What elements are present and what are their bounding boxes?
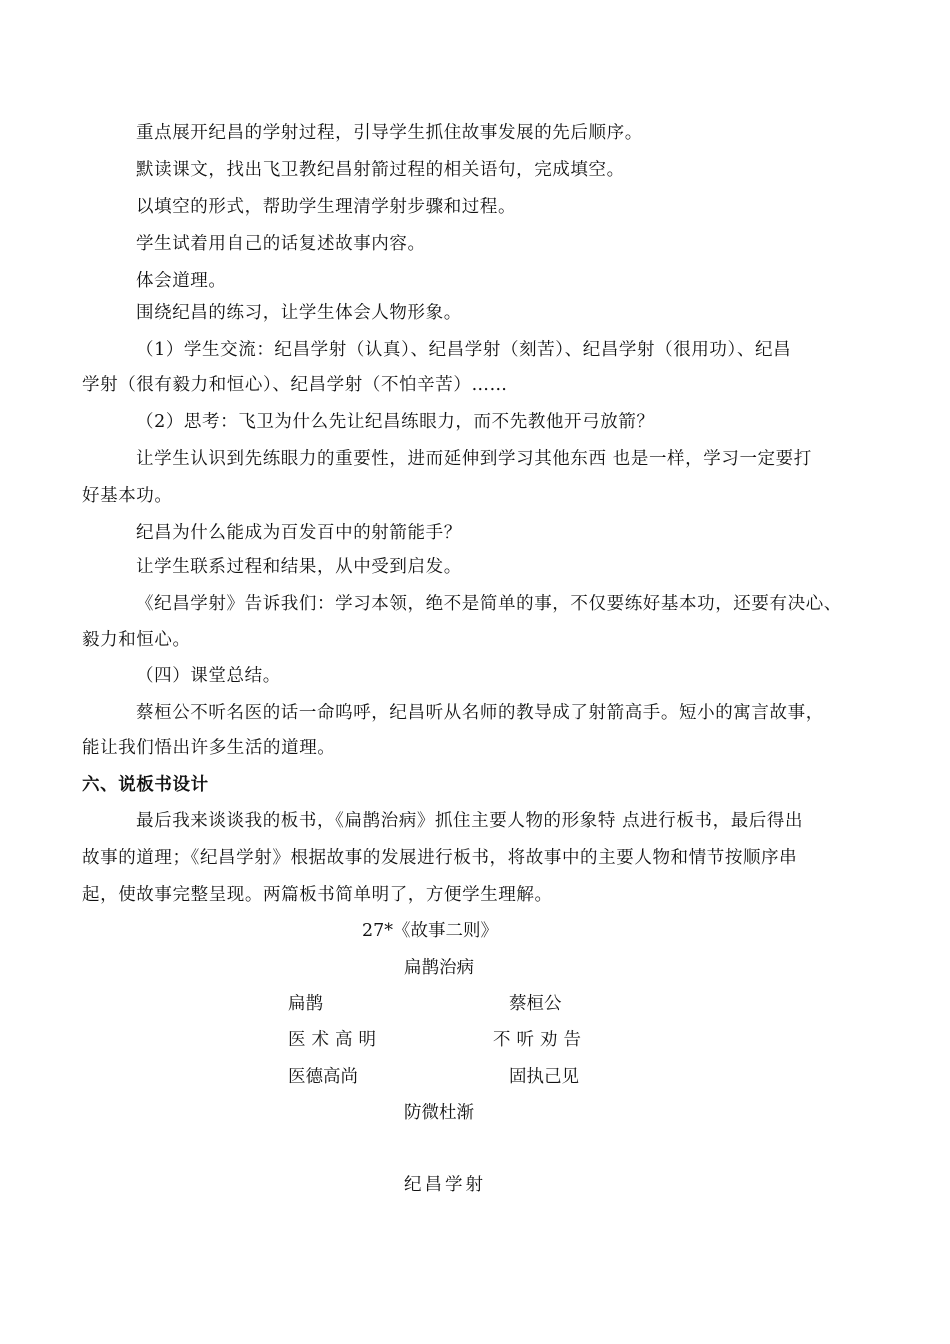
board-lesson-title: 27*《故事二则》 bbox=[362, 921, 499, 941]
paragraph-archer-question: 纪昌为什么能成为百发百中的射箭能手？ bbox=[136, 523, 462, 543]
section-heading-board-design: 六、说板书设计 bbox=[82, 775, 209, 795]
paragraph-lesson-line2: 毅力和恒心。 bbox=[82, 630, 191, 650]
paragraph-retell: 学生试着用自己的话复述故事内容。 bbox=[136, 234, 426, 254]
paragraph-focus-process: 重点展开纪昌的学射过程，引导学生抓住故事发展的先后顺序。 bbox=[136, 123, 643, 143]
board-left-trait1: 医术高明 bbox=[288, 1030, 382, 1050]
paragraph-inspiration: 让学生联系过程和结果，从中受到启发。 bbox=[136, 557, 462, 577]
board-right-trait2: 固执己见 bbox=[509, 1067, 579, 1087]
board-left-name: 扁鹊 bbox=[288, 994, 323, 1014]
paragraph-class-summary: （四）课堂总结。 bbox=[136, 666, 281, 686]
paragraph-board-design-line3: 起，使故事完整呈现。两篇板书简单明了，方便学生理解。 bbox=[82, 885, 553, 905]
paragraph-exchange-line2: 学射（很有毅力和恒心）、纪昌学射（不怕辛苦）…… bbox=[82, 375, 508, 395]
paragraph-understand-moral: 体会道理。 bbox=[136, 271, 227, 291]
paragraph-board-design-line2: 故事的道理；《纪昌学射》根据故事的发展进行板书，将故事中的主要人物和情节按顺序串 bbox=[82, 848, 798, 868]
paragraph-fill-blank: 以填空的形式，帮助学生理清学射步骤和过程。 bbox=[136, 197, 517, 217]
paragraph-basic-skill-line1: 让学生认识到先练眼力的重要性，进而延伸到学习其他东西 也是一样，学习一定要打 bbox=[136, 449, 812, 469]
paragraph-silent-reading: 默读课文，找出飞卫教纪昌射箭过程的相关语句，完成填空。 bbox=[136, 160, 625, 180]
board-moral: 防微杜渐 bbox=[404, 1103, 474, 1123]
board-right-trait1: 不听劝告 bbox=[493, 1030, 587, 1050]
paragraph-exchange-line1: （1）学生交流：纪昌学射（认真）、纪昌学射（刻苦）、纪昌学射（很用功）、纪昌 bbox=[136, 340, 792, 360]
paragraph-basic-skill-line2: 好基本功。 bbox=[82, 486, 173, 506]
paragraph-board-design-line1: 最后我来谈谈我的板书，《扁鹊治病》抓住主要人物的形象特 点进行板书，最后得出 bbox=[136, 811, 804, 831]
paragraph-summary-line2: 能让我们悟出许多生活的道理。 bbox=[82, 738, 336, 758]
paragraph-lesson-line1: 《纪昌学射》告诉我们：学习本领，绝不是简单的事，不仅要练好基本功，还要有决心、 bbox=[136, 594, 842, 614]
board-left-trait2: 医德高尚 bbox=[288, 1067, 358, 1087]
board-right-name: 蔡桓公 bbox=[509, 994, 562, 1014]
paragraph-character-image: 围绕纪昌的练习，让学生体会人物形象。 bbox=[136, 303, 462, 323]
board-story2-title: 纪昌学射 bbox=[404, 1175, 486, 1195]
paragraph-summary-line1: 蔡桓公不听名医的话一命呜呼，纪昌听从名师的教导成了射箭高手。短小的寓言故事， bbox=[136, 703, 824, 723]
paragraph-think-question: （2）思考：飞卫为什么先让纪昌练眼力，而不先教他开弓放箭？ bbox=[136, 412, 655, 432]
board-story1-title: 扁鹊治病 bbox=[404, 958, 474, 978]
